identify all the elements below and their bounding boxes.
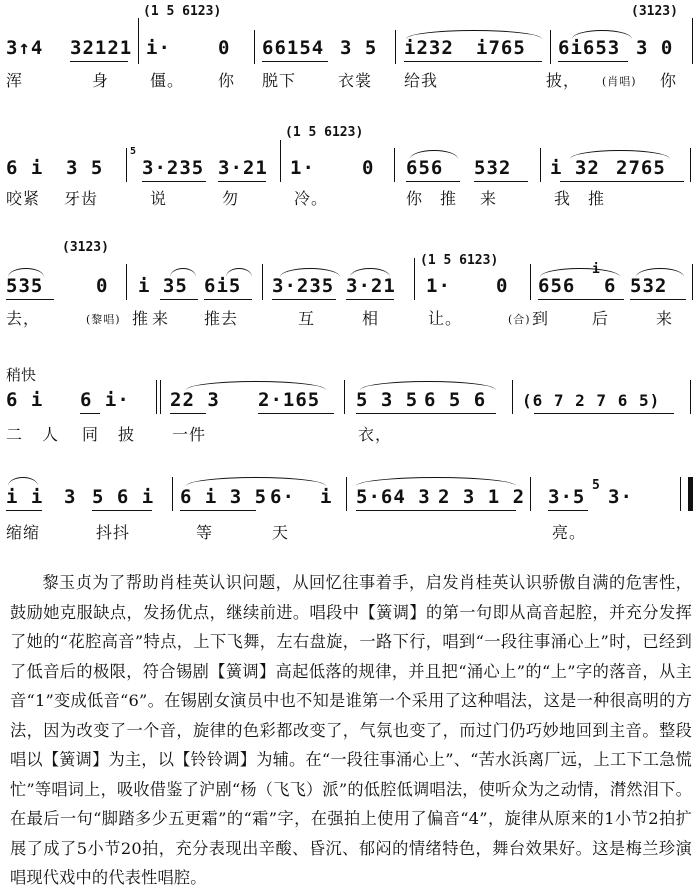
notation-measure: 3 5: [340, 37, 378, 59]
notation-measure: 3·235: [142, 157, 205, 179]
lyric: 推: [588, 189, 606, 208]
lyric: 浑: [6, 71, 24, 90]
notation-measure: 3↑4: [6, 37, 44, 59]
notation-measure: 66154: [262, 37, 325, 59]
lyric: 同: [82, 425, 100, 444]
lyric: 牙齿: [64, 189, 99, 208]
notation-measure: 6i653: [558, 37, 621, 59]
barline: [172, 477, 173, 511]
slur: [8, 477, 38, 486]
lyric: 衣，: [358, 425, 393, 444]
lyric: 等: [196, 523, 214, 542]
notation-measure: (6 7 2 7 6 5): [522, 391, 661, 410]
notation-measure: 656: [538, 275, 576, 297]
barline: [346, 477, 347, 511]
notation-measure: i i: [6, 486, 44, 508]
notation-measure: 656: [406, 157, 444, 179]
lyric: 推: [440, 189, 458, 208]
notation-measure: 3 5: [66, 157, 104, 179]
lyric: 推: [132, 309, 150, 328]
notation-measure: 5 6 i: [92, 486, 155, 508]
notation-measure: 2765: [616, 157, 666, 179]
notation-measure: 3·5: [548, 486, 586, 508]
lyric: 身: [92, 71, 110, 90]
notation-measure: 3·235: [272, 275, 335, 297]
notation-measure: i232: [404, 37, 454, 59]
beam: [356, 510, 516, 511]
beam: [6, 510, 42, 511]
lyric: 互: [298, 309, 316, 328]
notation-measure: i 35: [138, 275, 188, 297]
lyric: 二: [6, 425, 24, 444]
lyric: 推去: [204, 309, 239, 328]
lyric: 勿: [222, 189, 240, 208]
lyric: 衣裳: [338, 71, 373, 90]
notation-measure: 6: [604, 275, 617, 297]
barline: [680, 477, 681, 511]
lyric: 你: [218, 71, 236, 90]
lyric: 让。: [428, 309, 463, 328]
notation-measure: i 32: [550, 157, 600, 179]
lyric: 抖抖: [96, 523, 131, 542]
lyric: 披: [118, 425, 136, 444]
beam: [548, 510, 588, 511]
lyric: 来: [480, 189, 498, 208]
lyric: 僵。: [150, 71, 185, 90]
notation-measure: 3·21: [218, 157, 268, 179]
notation-measure: 0: [218, 37, 231, 59]
notation-measure: 6 5 6: [424, 389, 487, 411]
grace-note: (3123): [631, 4, 678, 19]
commentary-paragraph: 黎玉贞为了帮助肖桂英认识问题，从回忆往事着手，启发肖桂英认识骄傲自满的危害性，鼓励她克服缺点，发扬优点，继续前进。唱段中【簧调】的第一句即从高音起腔，并充分发挥了她的“花腔高音”特点，上下飞舞，左右盘旋，一路下行，唱到“一段往事涌心上”时，已经到了低音后的极限，符合锡剧【簧调】高起低落的规律，并且把“涌心上”的“上”字的落音，从主音“1”变成低音“6”。在锡剧女演员中也不知是谁第一个采用了这种唱法，这是一种很高明的方法，因为改变了一个音，旋律的色彩都改变了，气氛也变了，而过门仍巧妙地回到主音。整段唱以【簧调】为主，以【铃铃调】为辅。在“一段往事涌心上”、“苦水浜离厂远，上工下工急慌忙”等唱词上，吸收借鉴了沪剧“杨（飞飞）派”的低腔低调唱法，使听众为之动情，潸然泪下。在最后一句“脚踏多少五更霜”的“霜”字，在强拍上使用了偏音“4”，旋律从原来的1小节2拍扩展了成了5小节20拍，充分表现出辛酸、昏沉、郁闷的情绪特色，舞台效果好。这是梅兰珍演唱现代戏中的代表性唱腔。: [10, 573, 692, 887]
lyric: 一件: [172, 425, 207, 444]
notation-measure: 5 3 5: [356, 389, 419, 411]
lyric: 冷。: [294, 189, 329, 208]
slur: [356, 477, 516, 486]
notation-measure: 6 i 3 5: [180, 486, 268, 508]
lyric: 去，: [6, 309, 41, 328]
barline: [530, 477, 531, 511]
notation-measure: 22 3: [170, 389, 220, 411]
lyric-role-note: (肖唱): [602, 75, 637, 88]
lyric: 缩缩: [6, 523, 41, 542]
beam: [180, 510, 256, 511]
lyric: 亮。: [552, 523, 587, 542]
notation-measure: 532: [474, 157, 512, 179]
grace-note: (1 5 6123): [285, 125, 364, 140]
notation-measure: 6 i·: [80, 389, 130, 411]
notation-measure: 6·: [270, 486, 295, 508]
slur: [186, 477, 326, 486]
notation-measure: 0: [496, 275, 509, 297]
lyric: 咬紧: [6, 189, 41, 208]
beam: [92, 510, 152, 511]
grace-mark: 5: [592, 478, 600, 493]
lyric: 披，: [546, 71, 581, 90]
notation-measure: 2·165: [258, 389, 321, 411]
notation-measure: i·: [146, 37, 171, 59]
lyric: 后: [592, 309, 610, 328]
grace-mark: i: [592, 262, 600, 277]
notation-measure: 3·21: [346, 275, 396, 297]
notation-measure: 3 0: [636, 37, 674, 59]
notation-measure: 3: [64, 486, 77, 508]
notation-measure: 5·64 3: [356, 486, 431, 508]
lyric: 相: [362, 309, 380, 328]
notation-measure: i: [320, 486, 333, 508]
lyric: 脱下: [262, 71, 297, 90]
notation-measure: i765: [476, 37, 526, 59]
lyric-role-note: (黎唱): [86, 313, 121, 326]
lyric: 人: [42, 425, 60, 444]
notation-measure: 0: [96, 275, 109, 297]
final-barline: [688, 477, 693, 511]
notation-measure: 6i5: [204, 275, 242, 297]
tempo-marking: 稍快: [6, 366, 37, 384]
notation-measure: 535: [6, 275, 44, 297]
grace-note: (1 5 6123): [420, 253, 499, 268]
lyric: 来: [656, 309, 674, 328]
lyric: 你: [660, 71, 678, 90]
notation-measure: 1·: [290, 157, 315, 179]
grace-mark: 5: [130, 146, 137, 157]
lyric: 给我: [404, 71, 439, 90]
lyric: 你: [406, 189, 424, 208]
notation-measure: 2 3 1 2: [438, 486, 526, 508]
notation-measure: 1·: [426, 275, 451, 297]
notation-measure: 3·: [608, 486, 633, 508]
notation-measure: 532: [630, 275, 668, 297]
grace-note: (1 5 6123): [143, 4, 222, 19]
lyric: 天: [272, 523, 290, 542]
grace-note: (3123): [62, 240, 109, 255]
lyric: 说: [150, 189, 168, 208]
lyric: 来: [152, 309, 170, 328]
notation-measure: 32121: [70, 37, 133, 59]
lyric: 到: [532, 309, 550, 328]
lyric: 我: [554, 189, 572, 208]
notation-measure: 0: [362, 157, 375, 179]
notation-measure: 6 i: [6, 157, 44, 179]
notation-measure: 6 i: [6, 389, 44, 411]
lyric-role-note: (合): [508, 313, 531, 326]
